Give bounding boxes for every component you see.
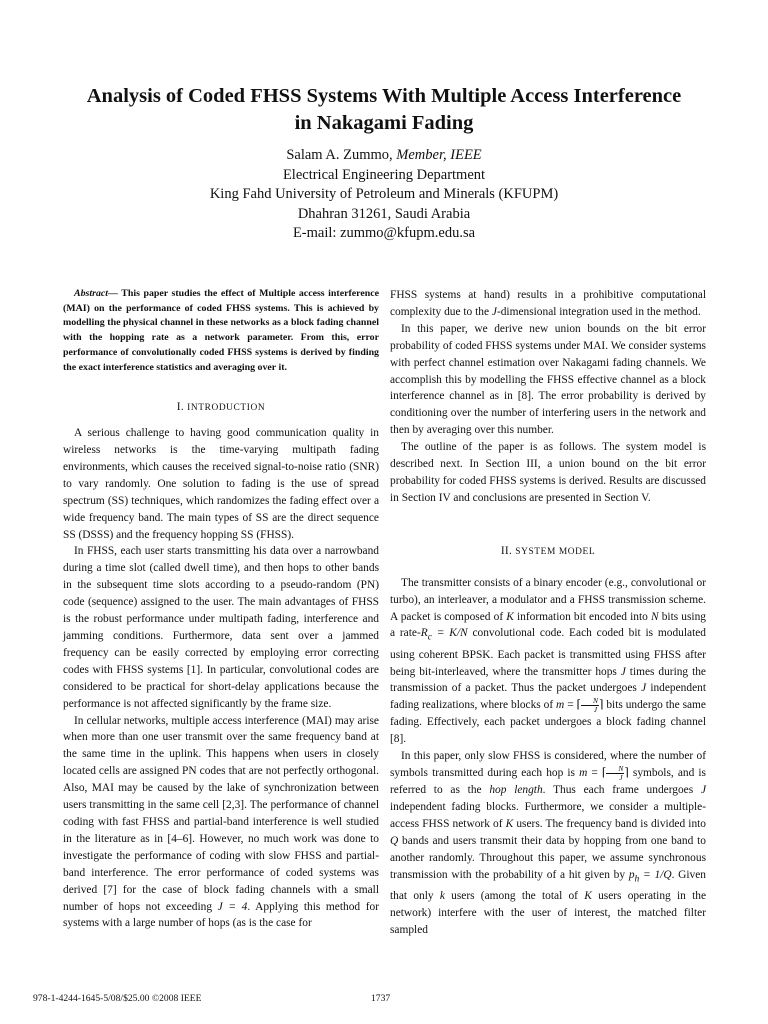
math-fraction <box>606 765 624 782</box>
abstract-text: This paper studies the effect of Multiple access interference (MAI) on the performance of coded FHSS systems. This is achieved by modelling the physical channel in these networks as a block fading channel with the hopping rate as a network parameter. From this, error performance of convolutionally coded FHSS systems is derived by finding the exact interference statistics and averaging over it. <box>63 288 379 373</box>
text-run: users. The frequency band is divided into <box>513 817 706 830</box>
paragraph <box>390 575 706 748</box>
title-line-1: Analysis of Coded FHSS Systems With Multiple Access Interference <box>86 85 682 107</box>
math-inline: m <box>556 699 565 712</box>
text-run: . Applying this method for systems with a large number of hops (as is the case for <box>63 900 379 930</box>
text-run: bands and users transmit their data by hopping from one band to another randomly. Throughout this paper, we assume synchronous transmission with the probability of a hit given by <box>390 834 706 881</box>
fraction-denominator: J <box>593 705 598 715</box>
author-line <box>40 146 728 166</box>
fraction-numerator: N <box>606 765 624 774</box>
math-inline: ⌉ <box>624 767 629 780</box>
fraction-numerator: N <box>581 697 599 706</box>
author-email: E-mail: zummo@kfupm.edu.sa <box>292 225 476 241</box>
text-run: . Given that only <box>390 868 707 902</box>
text-run: In cellular networks, multiple access interference (MAI) may arise when more than one user transmit over the same frequency band at the same time in the uplink. This happens when users in closely located cells are assigned PN codes that are not perfectly orthogonal. Also, MAI may be caused by the lake of synchronization between users transmitting in the same cell [2,3]. The performance of channel coding with fast FHSS and partial-band interference is well studied in the literature as in [4–6]. However, no much work was done to investigate the performance of coding with slow FHSS and partial-band interference. The error performance of coded systems was derived [7] for the case of block fading channels with a small number of hops not exceeding <box>63 714 379 913</box>
author-name: Salam A. Zummo, <box>286 147 393 163</box>
page-number: 1737 <box>371 993 391 1004</box>
math-inline: = ⌈ <box>564 699 581 712</box>
math-subscript: c <box>427 632 432 643</box>
paragraph <box>63 713 379 933</box>
left-column <box>63 287 379 932</box>
section-heading-system-model <box>390 543 706 561</box>
fraction-denominator: J <box>619 773 623 783</box>
text-run: The transmitter consists of a binary encoder (e.g., convolutional or turbo), an interleaver, a modulator and a FHSS transmission scheme. A packet is composed of <box>390 576 706 623</box>
math-inline: N <box>650 610 659 623</box>
text-run: convolutional code. Each coded bit is modulated using coherent BPSK. Each packet is transmitted using FHSS after being bit-interleaved, where the transmitter hops <box>390 627 706 678</box>
section-number: I. <box>176 401 188 414</box>
text-run: independent fading realizations, where blocks of <box>390 682 706 712</box>
math-inline: K <box>506 610 514 623</box>
math-inline: = ⌈ <box>587 767 607 780</box>
paper-title <box>40 83 728 137</box>
text-run: times during the transmission of a packet. Thus the packet undergoes <box>390 665 706 695</box>
affiliation-city: Dhahran 31261, Saudi Arabia <box>297 205 471 222</box>
math-inline: k <box>439 889 445 902</box>
text-run: In this paper, only slow FHSS is considered, where the number of symbols transmitted during each hop is <box>390 750 706 780</box>
abstract-label: Abstract— <box>74 288 118 299</box>
paragraph: In this paper, we derive new union bounds on the bit error probability of coded FHSS systems under MAI. We consider systems with perfect channel estimation over Nakagami fading channels. We accomplish this by modelling the FHSS effective channel as a block interference channel as in [8]. The error probability is derived by conditioning over the number of interfering users in the network and then by averaging over this number. <box>390 322 706 437</box>
text-run: independent fading blocks. Furthermore, we consider a multiple-access FHSS network of <box>390 800 706 830</box>
math-inline: p <box>628 868 635 881</box>
text-run: information bit encoded into <box>513 610 651 623</box>
section-title: SYSTEM MODEL <box>515 546 596 557</box>
section-title: INTRODUCTION <box>187 403 266 414</box>
paragraph: A serious challenge to having good communication quality in wireless networks is the time-varying multipath fading environments, which causes the received signal-to-noise ratio (SNR) to vary randomly. One solution to fading is the use of spread spectrum (SS) techniques, which randomizes the fading effect over a wide frequency band. The main types of SS are the direct sequence SS (DSSS) and the frequency hopping SS (FHSS). <box>63 427 379 541</box>
footer-copyright: 978-1-4244-1645-5/08/$25.00 ©2008 IEEE <box>33 993 202 1004</box>
math-inline: J <box>641 682 647 695</box>
text-run: FHSS systems at hand) results in a prohibitive computational complexity due to the <box>390 289 706 318</box>
text-run: . Thus each frame undergoes <box>542 784 701 797</box>
text-run: users (among the total of <box>444 889 585 902</box>
paragraph <box>390 287 706 321</box>
text-run: users operating in the network) interfere with the user of interest, the matched filter sampled <box>390 889 707 936</box>
text-run: bits undergo the same fading. Effectively, each packet undergoes a block fading channel [8]. <box>390 699 706 746</box>
math-subscript: h <box>634 873 640 884</box>
math-inline: K <box>584 889 592 902</box>
math-inline: J <box>700 784 706 797</box>
right-column <box>390 287 706 939</box>
paragraph: The outline of the paper is as follows. The system model is described next. In Section III, a union bound on the bit error probability for coded FHSS systems is derived. Results are discussed in Section IV and conclusions are presented in Section V. <box>390 441 706 504</box>
math-inline: J <box>491 305 497 318</box>
paragraph <box>390 748 706 938</box>
abstract <box>63 287 379 375</box>
paragraph: In FHSS, each user starts transmitting his data over a narrowband during a time slot (called dwell time), and then hops to other bands in the subsequent time slots according to a pseudo-random (PN) code (sequence) assigned to the user. The main advantages of FHSS is the robust performance under multipath fading, interference and jamming conditions. Furthermore, data sent over a jammed frequency can be easily corrected by employing error correcting codes with FHSS systems [1]. In particular, convolutional codes are considered to be practical for short-delay applications because the performance is not affected significantly by the frame size. <box>63 545 379 710</box>
text-run: -dimensional integration used in the method. <box>496 305 701 318</box>
math-inline: J <box>620 665 626 678</box>
affiliation-department: Electrical Engineering Department <box>282 166 486 183</box>
math-inline: J = 4 <box>217 900 248 913</box>
affiliation-university: King Fahd University of Petroleum and Minerals (KFUPM) <box>209 186 559 202</box>
text-run: symbols, and is referred to as the <box>390 767 706 797</box>
math-inline: Q <box>390 834 399 847</box>
math-inline: R <box>420 627 428 640</box>
math-inline: ⌉ <box>598 699 604 712</box>
author-role: Member, IEEE <box>396 147 482 163</box>
section-heading-introduction <box>63 399 379 417</box>
title-line-2: in Nakagami Fading <box>294 112 474 134</box>
author-block <box>40 146 728 244</box>
math-inline: K <box>505 817 514 830</box>
math-inline: m <box>579 767 588 780</box>
section-number: II. <box>500 544 516 557</box>
math-inline: = 1/Q <box>639 868 672 881</box>
math-fraction <box>581 697 599 714</box>
math-inline: = K/N <box>431 627 468 640</box>
text-run: bits using a rate- <box>390 610 706 640</box>
emphasis: hop length <box>489 784 543 797</box>
